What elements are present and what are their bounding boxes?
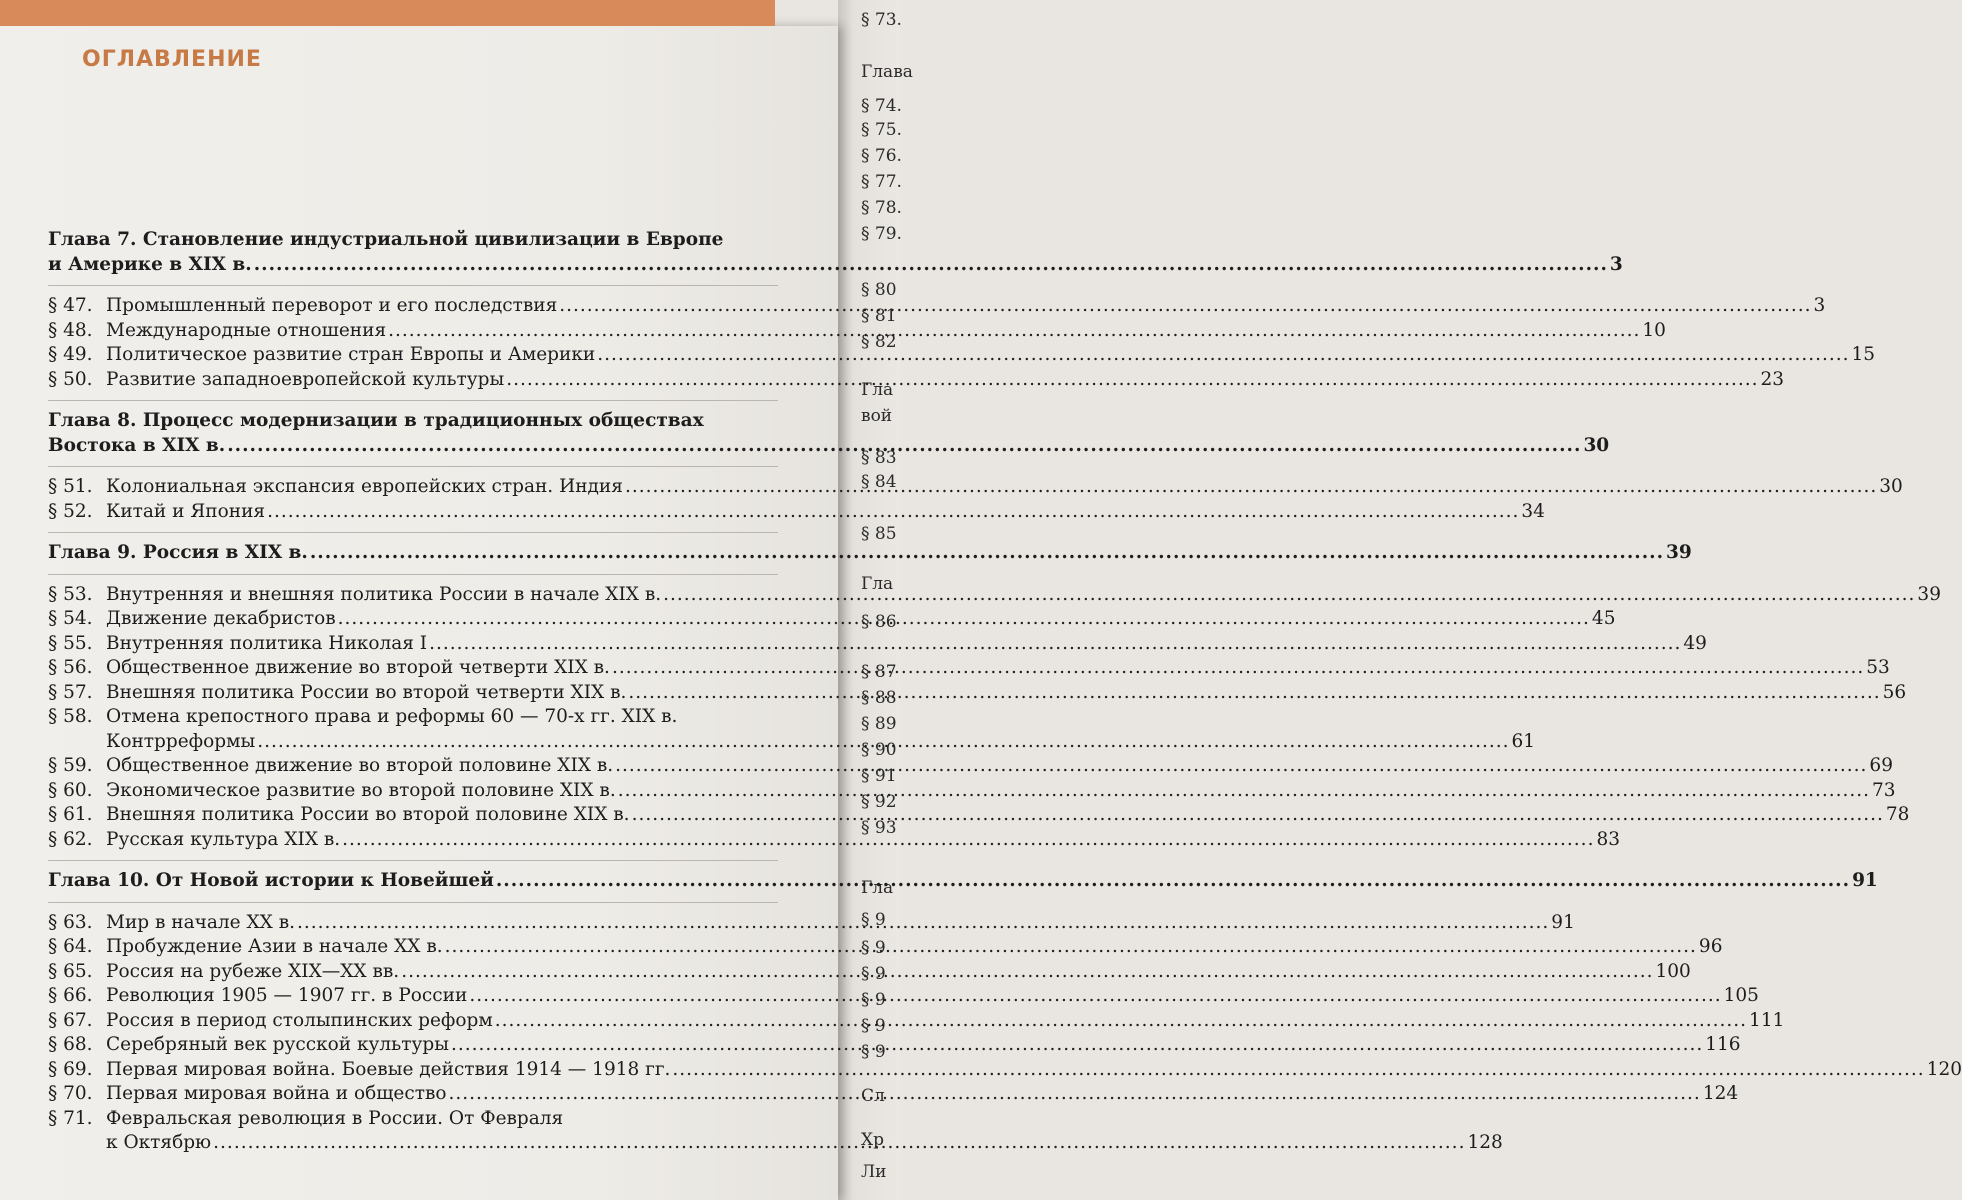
- facing-page-fragment: § 81: [861, 306, 897, 326]
- leader-dots: [338, 607, 1590, 632]
- leader-dots: [628, 681, 1880, 706]
- facing-page-fragment: § 9: [861, 1016, 886, 1036]
- section-title: Общественное движение во второй четверти XIX в.: [106, 657, 610, 678]
- section-label: [48, 779, 616, 804]
- page-number: 100: [1655, 960, 1691, 982]
- section-label: [48, 911, 295, 936]
- page-number: 69: [1869, 755, 1893, 776]
- chapter-divider: [48, 532, 778, 533]
- section-title: Общественное движение во второй половине XIX в.: [106, 755, 614, 776]
- leader-dots: [451, 1033, 1703, 1058]
- toc-section-entry[interactable]: [48, 343, 1876, 368]
- leader-dots: [445, 935, 1697, 960]
- page-number: 128: [1467, 1132, 1503, 1153]
- toc-section-entry[interactable]: [48, 1009, 1785, 1034]
- section-title: Мир в начале XX в.: [106, 911, 296, 933]
- section-title-leader: [48, 500, 1545, 525]
- chapter-divider: [48, 466, 778, 467]
- page-number: 15: [1851, 344, 1876, 365]
- toc-section-entry[interactable]: [48, 935, 1723, 960]
- chapter-title-text: Востока в XIX в.: [48, 434, 226, 456]
- page-number: 23: [1760, 368, 1785, 390]
- section-title: Внешняя политика России во второй четверти XIX в.: [106, 681, 627, 703]
- toc-section-entry[interactable]: [48, 632, 1707, 657]
- leader-dots: [672, 1058, 1924, 1083]
- section-title: Россия на рубеже XIX—XX вв.: [106, 960, 400, 982]
- facing-page-fragment: Гла: [861, 380, 894, 400]
- page-number: 10: [1642, 319, 1666, 341]
- facing-page-fragment: § 9: [861, 910, 886, 930]
- section-number: § 55.: [48, 632, 93, 654]
- leader-dots: [612, 656, 1864, 681]
- section-title-line: [48, 1107, 778, 1132]
- section-label: [48, 1082, 447, 1107]
- section-label: [48, 754, 613, 779]
- facing-page-fragment: § 89: [861, 714, 897, 734]
- page-number: 73: [1872, 779, 1896, 801]
- section-label: [48, 656, 610, 681]
- section-title: Русская культура XIX в.: [106, 828, 341, 850]
- chapter-title-leader: [48, 253, 1623, 278]
- section-title: Первая мировая война. Боевые действия 1914 — 1918 гг.: [106, 1058, 671, 1080]
- toc-section-entry[interactable]: [48, 960, 1691, 985]
- section-title: Внутренняя политика Николая I: [106, 632, 428, 654]
- leader-dots: [227, 434, 1581, 459]
- section-number: § 70.: [48, 1083, 93, 1104]
- page-number: 120: [1926, 1058, 1962, 1080]
- section-number: § 71.: [48, 1107, 93, 1129]
- leader-dots: [618, 779, 1870, 804]
- section-title-continued: Контрреформы: [106, 730, 256, 752]
- section-label: [48, 960, 399, 985]
- facing-page-fragment: § 85: [861, 524, 897, 544]
- facing-page-fragment: § 76.: [861, 146, 902, 166]
- section-title: Китай и Япония: [106, 500, 266, 522]
- section-label: [48, 500, 265, 525]
- section-number: § 56.: [48, 657, 93, 678]
- section-title-leader: [48, 1033, 1741, 1058]
- section-number: § 47.: [48, 295, 93, 316]
- page-number: 56: [1882, 681, 1907, 703]
- section-number: § 64.: [48, 936, 93, 957]
- leader-dots: [663, 583, 1915, 608]
- chapter-title-leader: [48, 541, 1692, 566]
- leader-dots: [297, 911, 1549, 936]
- section-label: [48, 1058, 670, 1083]
- section-label: [48, 583, 661, 608]
- facing-page-fragment: § 79.: [861, 224, 902, 244]
- chapter-title-text: Глава 9. Россия в XIX в.: [48, 542, 308, 563]
- section-title-leader: [48, 911, 1575, 936]
- section-number: § 52.: [48, 500, 93, 522]
- chapter-heading[interactable]: [48, 869, 1878, 894]
- chapter-divider: [48, 285, 778, 286]
- page-number: 91: [1551, 911, 1575, 933]
- facing-page-fragment: § 92: [861, 792, 897, 812]
- toc-section-entry[interactable]: [48, 500, 1545, 525]
- toc-section-entry[interactable]: [48, 984, 1759, 1009]
- leader-dots: [632, 803, 1884, 828]
- page-number: 39: [1917, 583, 1941, 605]
- facing-page-fragment: Гла: [861, 574, 894, 594]
- section-title-leader: [48, 960, 1691, 985]
- leader-dots: [342, 828, 1594, 853]
- facing-page-fragment: § 80: [861, 280, 897, 300]
- section-number: § 67.: [48, 1009, 93, 1031]
- page-number: 3: [1609, 253, 1623, 275]
- chapter-title-text: и Америке в XIX в.: [48, 253, 252, 275]
- section-number: § 59.: [48, 755, 93, 776]
- chapter-title-line: [48, 409, 778, 434]
- leader-dots: [449, 1082, 1701, 1107]
- facing-page-fragment: Гла: [861, 878, 894, 898]
- section-number: § 58.: [48, 706, 93, 727]
- facing-page-fragment: § 9: [861, 1042, 886, 1062]
- page-number: 3: [1813, 295, 1826, 316]
- section-label: [48, 319, 386, 344]
- header-color-bar: [0, 0, 775, 26]
- section-title: Развитие западноевропейской культуры: [106, 368, 505, 390]
- page-number: 91: [1852, 870, 1878, 891]
- section-title: Движение декабристов: [106, 608, 336, 629]
- facing-page-fragment: § 74.: [861, 96, 902, 116]
- chapter-title-text: Глава 7. Становление индустриальной цивилизации в Европе: [48, 229, 724, 250]
- section-title: Россия в период столыпинских реформ: [106, 1009, 493, 1031]
- facing-page-fragment: § 91: [861, 766, 897, 786]
- chapter-divider: [48, 860, 778, 861]
- section-label: [48, 984, 467, 1009]
- facing-page-fragment: Хр: [861, 1130, 884, 1150]
- toc-section-entry[interactable]: [48, 1058, 1962, 1083]
- page-title: ОГЛАВЛЕНИЕ: [82, 47, 262, 72]
- page-number: 61: [1511, 730, 1536, 752]
- chapter-title-text: Глава 8. Процесс модернизации в традиционных обществах: [48, 410, 704, 431]
- leader-dots: [496, 869, 1850, 894]
- facing-page-fragment: § 9: [861, 990, 886, 1010]
- leader-dots: [267, 500, 1519, 525]
- facing-page-fragment: Сл: [861, 1086, 885, 1106]
- chapter-title-leader: [48, 869, 1878, 894]
- chapter-title-text: Глава 10. От Новой истории к Новейшей: [48, 870, 494, 891]
- page-number: 105: [1723, 985, 1759, 1006]
- facing-page-fragment: Глава: [861, 62, 913, 82]
- section-title-continued: к Октябрю: [106, 1132, 212, 1153]
- page-number: 30: [1583, 434, 1610, 456]
- section-label: [48, 294, 557, 319]
- facing-page-fragment: § 9: [861, 938, 886, 958]
- section-number: § 49.: [48, 344, 93, 365]
- leader-dots: [597, 343, 1849, 368]
- leader-dots: [506, 368, 1758, 393]
- section-label: [48, 828, 340, 853]
- section-number: § 69.: [48, 1058, 93, 1080]
- section-number: § 63.: [48, 911, 93, 933]
- section-title: Внутренняя и внешняя политика России в начале XIX в.: [106, 583, 662, 605]
- leader-dots: [495, 1009, 1747, 1034]
- section-label: [48, 681, 626, 706]
- chapter-divider: [48, 574, 778, 575]
- toc-section-entry[interactable]: [48, 911, 1575, 936]
- section-number: § 65.: [48, 960, 93, 982]
- leader-dots: [388, 319, 1640, 344]
- section-number: § 68.: [48, 1034, 93, 1055]
- facing-page-fragment: § 82: [861, 332, 897, 352]
- section-label: [48, 935, 443, 960]
- section-label: [48, 343, 595, 368]
- page-number: 34: [1521, 500, 1545, 522]
- page-number: 53: [1866, 657, 1890, 678]
- facing-page-fragment: § 86: [861, 612, 897, 632]
- facing-page-fragment: § 77.: [861, 172, 902, 192]
- section-number: § 50.: [48, 368, 93, 390]
- section-title-leader: [48, 1058, 1962, 1083]
- page-number: 111: [1749, 1009, 1785, 1031]
- section-label: [48, 803, 630, 828]
- section-title-leader: [48, 343, 1876, 368]
- facing-page-fragment: § 93: [861, 818, 897, 838]
- facing-page-fragment: § 83: [861, 448, 897, 468]
- section-title: Политическое развитие стран Европы и Америки: [106, 344, 596, 365]
- page-number: 116: [1705, 1034, 1741, 1055]
- page-number: 39: [1666, 542, 1692, 563]
- facing-page-fragment: вой: [861, 406, 893, 426]
- section-number: § 51.: [48, 476, 93, 497]
- section-number: § 54.: [48, 608, 93, 629]
- section-title: Серебряный век русской культуры: [106, 1034, 449, 1055]
- section-title-leader: [48, 632, 1707, 657]
- section-label: [48, 475, 623, 500]
- facing-page-fragment: § 84: [861, 472, 897, 492]
- section-title-leader: [48, 935, 1723, 960]
- section-title: Февральская революция в России. От Февраля: [106, 1107, 564, 1129]
- facing-page-fragment: Ли: [861, 1162, 887, 1182]
- chapter-title-line: [48, 228, 778, 253]
- facing-page-fragment: § 78.: [861, 198, 902, 218]
- section-title: Революция 1905 — 1907 гг. в России: [106, 985, 468, 1006]
- chapter-divider: [48, 400, 778, 401]
- section-label: [48, 607, 336, 632]
- section-number: § 61.: [48, 804, 93, 825]
- section-label: [48, 632, 427, 657]
- section-title: Первая мировая война и общество: [106, 1083, 447, 1104]
- section-title-leader: [48, 1009, 1785, 1034]
- facing-page-fragment: § 88: [861, 688, 897, 708]
- facing-page-fragment: § 90: [861, 740, 897, 760]
- leader-dots: [401, 960, 1653, 985]
- section-title: Международные отношения: [106, 319, 387, 341]
- section-title-line: [48, 705, 778, 730]
- leader-dots: [254, 253, 1608, 278]
- section-title: Промышленный переворот и его последствия: [106, 295, 558, 316]
- section-label: [48, 368, 504, 393]
- toc-section-entry[interactable]: [48, 1033, 1741, 1058]
- section-number: § 48.: [48, 319, 93, 341]
- section-number: § 62.: [48, 828, 93, 850]
- page-number: 78: [1885, 804, 1910, 825]
- leader-dots: [625, 475, 1877, 500]
- section-title: Отмена крепостного права и реформы 60 — 70-х гг. XIX в.: [106, 706, 678, 727]
- page-number: 124: [1702, 1083, 1739, 1104]
- facing-page-fragment: § 75.: [861, 120, 902, 140]
- page-number: 96: [1698, 936, 1723, 957]
- leader-dots: [310, 541, 1664, 566]
- leader-dots: [469, 984, 1721, 1009]
- section-number: § 60.: [48, 779, 93, 801]
- chapter-heading[interactable]: [48, 541, 1692, 566]
- page-number: 49: [1683, 632, 1707, 654]
- page-number: 45: [1591, 608, 1616, 629]
- page-number: 30: [1879, 476, 1903, 497]
- section-title: Внешняя политика России во второй половине XIX в.: [106, 804, 630, 825]
- facing-page-fragment: § 73.: [861, 10, 902, 30]
- section-label: [48, 1009, 493, 1034]
- leader-dots: [429, 632, 1681, 657]
- section-number: § 66.: [48, 985, 93, 1006]
- section-title: Колониальная экспансия европейских стран. Индия: [106, 476, 623, 497]
- page-number: 83: [1596, 828, 1620, 850]
- section-number: § 53.: [48, 583, 93, 605]
- leader-dots: [559, 294, 1811, 319]
- leader-dots: [615, 754, 1867, 779]
- section-title: Экономическое развитие во второй половине XIX в.: [106, 779, 616, 801]
- leader-dots: [257, 730, 1509, 755]
- facing-page-fragment: § 9: [861, 964, 886, 984]
- chapter-divider: [48, 902, 778, 903]
- section-title: Пробуждение Азии в начале XX в.: [106, 936, 443, 957]
- leader-dots: [213, 1131, 1465, 1156]
- section-number: § 57.: [48, 681, 93, 703]
- section-label: [48, 1033, 449, 1058]
- section-title-leader: [48, 984, 1759, 1009]
- facing-page-fragment: § 87: [861, 662, 897, 682]
